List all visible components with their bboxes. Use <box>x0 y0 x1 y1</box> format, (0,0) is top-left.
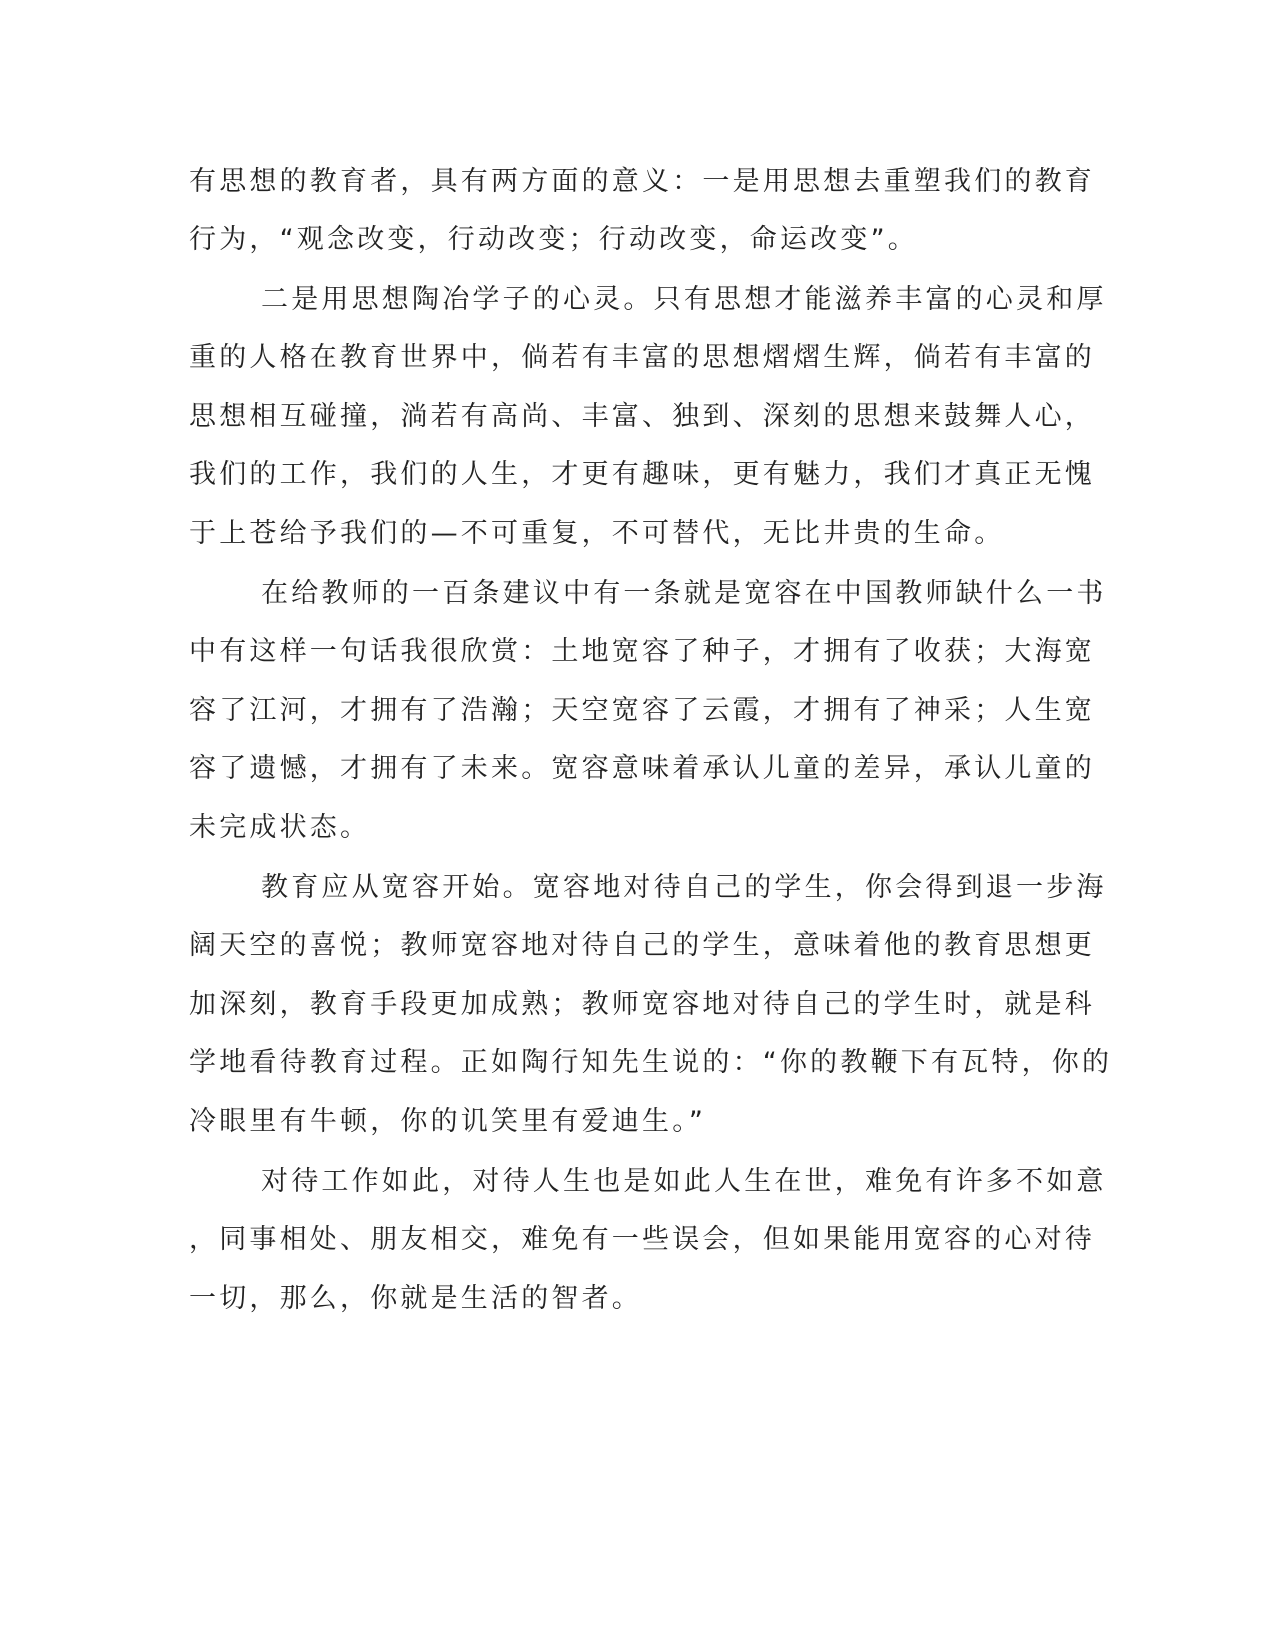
text-line: 重的人格在教育世界中，倘若有丰富的思想熠熠生辉，倘若有丰富的 <box>189 342 1095 373</box>
text-line: 阔天空的喜悦；教师宽容地对待自己的学生，意味着他的教育思想更 <box>189 930 1095 961</box>
text-line: 一切，那么，你就是生活的智者。 <box>189 1283 642 1314</box>
text-line: 冷眼里有牛顿，你的讥笑里有爱迪生。” <box>189 1106 707 1137</box>
text-line: 行为，“观念改变，行动改变；行动改变，命运改变”。 <box>189 224 918 255</box>
text-line: 思想相互碰撞，淌若有高尚、丰富、独到、深刻的思想来鼓舞人心， <box>189 401 1095 432</box>
text-line: 未完成状态。 <box>189 812 371 843</box>
text-line: 于上苍给予我们的—不可重复，不可替代，无比井贵的生命。 <box>189 518 1005 549</box>
text-line: 容了江河，才拥有了浩瀚；天空宽容了云霞，才拥有了神采；人生宽 <box>189 695 1095 726</box>
text-line: 加深刻，教育手段更加成熟；教师宽容地对待自己的学生时，就是科 <box>189 989 1095 1020</box>
text-line: 学地看待教育过程。正如陶行知先生说的：“你的教鞭下有瓦特，你的 <box>189 1047 1113 1078</box>
text-line: ，同事相处、朋友相交，难免有一些误会，但如果能用宽容的心对待 <box>189 1224 1095 1255</box>
text-line: 在给教师的一百条建议中有一条就是宽容在中国教师缺什么一书 <box>261 578 1107 609</box>
text-line: 我们的工作，我们的人生，才更有趣味，更有魅力，我们才真正无愧 <box>189 459 1095 490</box>
text-line: 容了遗憾，才拥有了未来。宽容意味着承认儿童的差异，承认儿童的 <box>189 753 1095 784</box>
text-line: 有思想的教育者，具有两方面的意义：一是用思想去重塑我们的教育 <box>189 166 1095 197</box>
text-line: 二是用思想陶冶学子的心灵。只有思想才能滋养丰富的心灵和厚 <box>261 284 1107 315</box>
text-line: 中有这样一句话我很欣赏：土地宽容了种子，才拥有了收获；大海宽 <box>189 636 1095 667</box>
text-line: 教育应从宽容开始。宽容地对待自己的学生，你会得到退一步海 <box>261 872 1107 903</box>
text-line: 对待工作如此，对待人生也是如此人生在世，难免有许多不如意 <box>261 1166 1107 1197</box>
